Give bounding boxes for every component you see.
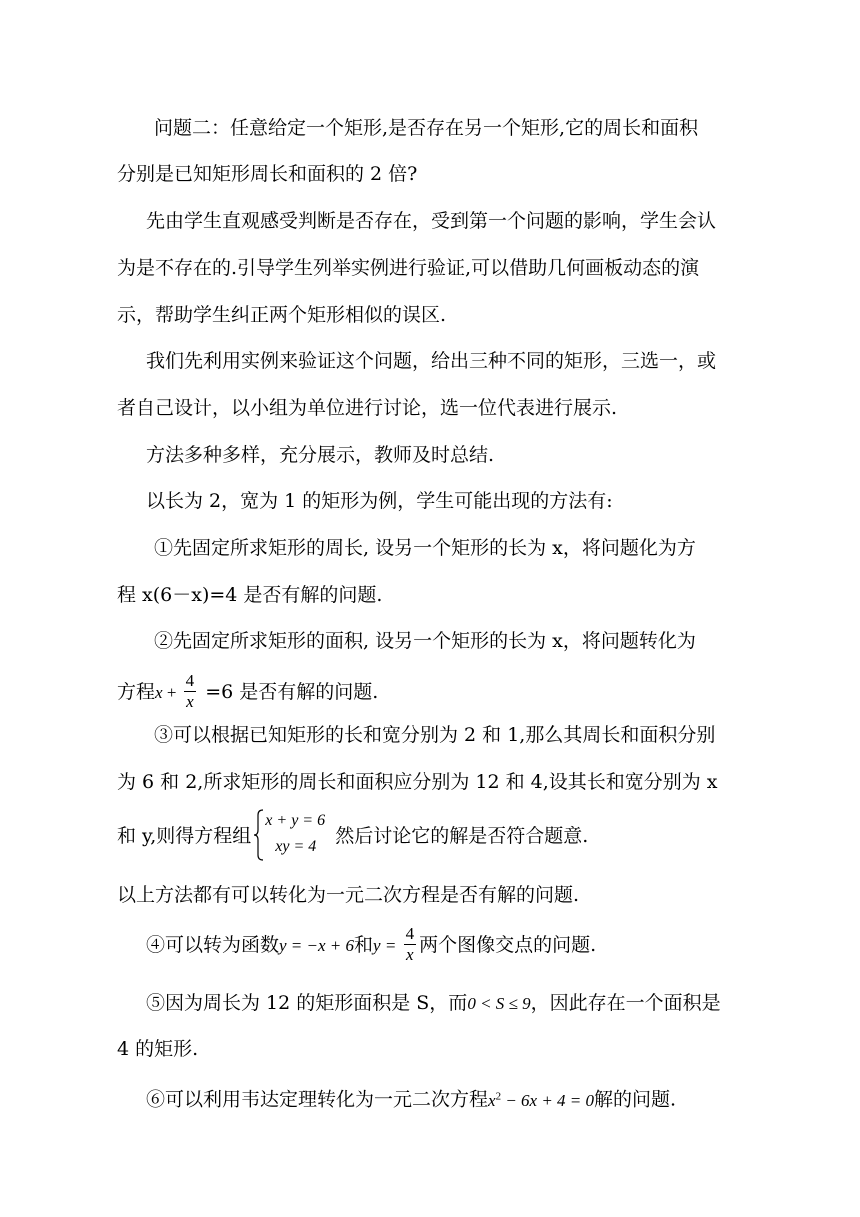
- problem-line-2: 分别是已知矩形周长和面积的 2 倍?: [117, 163, 418, 185]
- method2-var-x: x: [155, 683, 163, 702]
- method2-line-2: [117, 672, 378, 712]
- method3-prefix: 和 y,则得方程组: [117, 825, 252, 847]
- method2-line-1: ②先固定所求矩形的面积, 设另一个矩形的长为 x，将问题转化为: [154, 630, 696, 652]
- left-brace-icon: [253, 809, 265, 861]
- method2-prefix: 方程: [117, 681, 156, 703]
- para2-line-2: 者自己设计，以小组为单位进行讨论，选一位代表进行展示.: [117, 397, 618, 419]
- method6-suffix: 解的问题.: [594, 1088, 677, 1111]
- method6-equation: [488, 1091, 594, 1110]
- equation-1: x + y = 6: [265, 812, 326, 829]
- problem-line-1: 问题二：任意给定一个矩形,是否存在另一个矩形,它的周长和面积: [154, 117, 699, 139]
- method4-frac-den: x: [406, 944, 414, 964]
- method2-frac-den: x: [186, 691, 194, 711]
- method6-eq-rest: − 6x + 4 = 0: [501, 1090, 595, 1110]
- method5-line-2: 4 的矩形.: [117, 1038, 199, 1060]
- method5-prefix: ⑤因为周长为 12 的矩形面积是 S，而: [146, 992, 468, 1014]
- method6-eq-exponent: 2: [495, 1090, 502, 1102]
- equation-2: xy = 4: [275, 838, 317, 855]
- summary-line: 以上方法都有可以转化为一元二次方程是否有解的问题.: [117, 884, 580, 906]
- para1-line-2: 为是不存在的.引导学生列举实例进行验证,可以借助几何画板动态的演: [117, 257, 700, 279]
- method3-line-2: 为 6 和 2,所求矩形的周长和面积应分别为 12 和 4,设其长和宽分别为 x: [117, 771, 718, 793]
- method4-line: [146, 922, 596, 968]
- method4-function-2-lhs: y =: [373, 936, 401, 955]
- method1-line-1: ①先固定所求矩形的周长, 设另一个矩形的长为 x，将问题化为方: [154, 537, 696, 559]
- para2-line-1: 我们先利用实例来验证这个问题，给出三种不同的矩形，三选一，或: [146, 350, 717, 372]
- method1-line-2: 程 x(6－x)=4 是否有解的问题.: [117, 584, 383, 606]
- method4-frac-num: 4: [405, 923, 415, 943]
- method4-fraction: [404, 924, 417, 965]
- method3-suffix: 然后讨论它的解是否符合题意.: [335, 825, 589, 847]
- method6-prefix: ⑥可以利用韦达定理转化为一元二次方程: [146, 1088, 489, 1111]
- method5-inequality: 0 < S ≤ 9: [467, 994, 531, 1013]
- method2-plus: +: [162, 683, 181, 702]
- method4-prefix: ④可以转为函数: [146, 934, 280, 956]
- method5-line-1: [146, 990, 721, 1016]
- method4-function-1: y = −x + 6: [279, 936, 355, 955]
- para3-line: 方法多种多样，充分展示，教师及时总结.: [146, 444, 495, 466]
- method6-line: [146, 1083, 676, 1109]
- method4-suffix: 两个图像交点的问题.: [419, 934, 597, 956]
- method3-line-1: ③可以根据已知矩形的长和宽分别为 2 和 1,那么其周长和面积分别: [154, 724, 716, 746]
- para4-line: 以长为 2，宽为 1 的矩形为例，学生可能出现的方法有:: [146, 490, 613, 512]
- method4-mid: 和: [354, 934, 374, 956]
- method3-line-3: [117, 808, 588, 864]
- para1-line-1: 先由学生直观感受判断是否存在，受到第一个问题的影响，学生会认: [146, 210, 717, 232]
- method2-frac-num: 4: [185, 670, 195, 690]
- equation-system: [253, 809, 331, 861]
- para1-line-3: 示，帮助学生纠正两个矩形相似的误区.: [117, 304, 447, 326]
- method2-suffix: =6 是否有解的问题.: [205, 681, 379, 703]
- method5-suffix: ，因此存在一个面积是: [530, 992, 721, 1014]
- method6-eq-x: x: [488, 1090, 496, 1110]
- method2-fraction: [184, 671, 197, 712]
